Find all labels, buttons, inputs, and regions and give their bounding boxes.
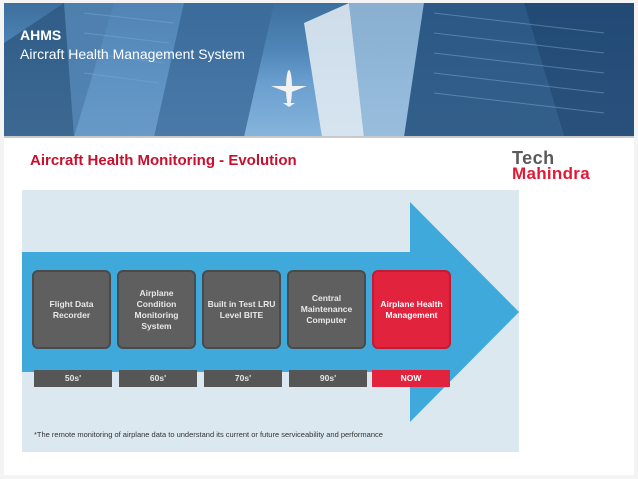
section-title: Aircraft Health Monitoring - Evolution [30, 152, 297, 169]
stage-health-management: Airplane Health Management [372, 270, 451, 349]
logo-tech-text: Tech [512, 148, 555, 168]
stage-built-in-test: Built in Test LRU Level BITE [202, 270, 281, 349]
stage-flight-data-recorder: Flight Data Recorder [32, 270, 111, 349]
era-label: 60s' [119, 370, 197, 387]
era-label: 50s' [34, 370, 112, 387]
footnote: *The remote monitoring of airplane data to understand its current or future serviceability and performance [34, 430, 383, 439]
era-label: 90s' [289, 370, 367, 387]
header-divider [4, 136, 634, 138]
header-title: AHMS [20, 27, 62, 43]
logo-mahindra-text: Mahindra [512, 164, 590, 183]
header-banner [4, 3, 634, 137]
tech-mahindra-logo [512, 149, 622, 185]
skyline-image [4, 3, 634, 137]
era-label-now: NOW [372, 370, 450, 387]
stage-condition-monitoring: Airplane Condition Monitoring System [117, 270, 196, 349]
stage-central-maintenance: Central Maintenance Computer [287, 270, 366, 349]
header-subtitle: Aircraft Health Management System [20, 46, 245, 62]
era-label: 70s' [204, 370, 282, 387]
airplane-icon [271, 70, 307, 107]
